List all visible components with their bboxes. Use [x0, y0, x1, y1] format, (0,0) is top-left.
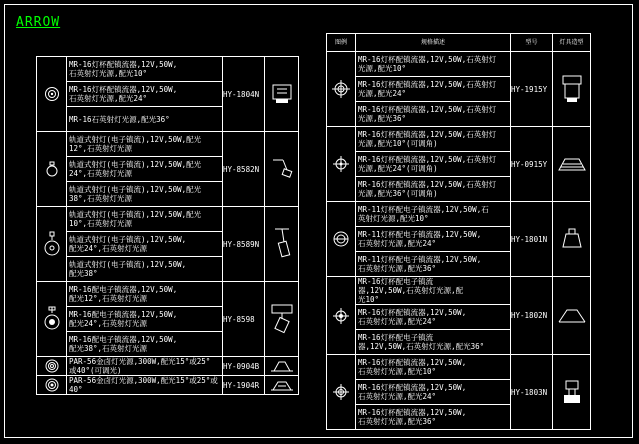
spec-description: PAR-56金卤灯光源,300W,配光15°或25° 或40°(可调光): [67, 357, 223, 376]
spec-description: MR-16灯杯配镇流器,12V,50W, 石英射灯光源,配光24°: [356, 380, 511, 405]
fixture-drawing-icon: [265, 57, 299, 132]
table-row: [37, 357, 299, 376]
spec-description: MR-16灯杯配镇流器,12V,50W,石英射灯 光源,配光24°: [356, 77, 511, 102]
spec-description: MR-16灯杯配镇流器,12V,50W, 石英射灯光源,配光24°: [67, 82, 223, 107]
spec-description: MR-16灯杯配镇流器,12V,50W, 石英射灯光源,配光10°: [356, 355, 511, 380]
spec-description: MR-16灯杯配镇流器,12V,50W, 石英射灯光源,配光36°: [356, 405, 511, 430]
model-number: HY-0904B: [223, 357, 265, 376]
fixture-drawing-icon: [553, 127, 591, 202]
spec-description: 轨道式射灯(电子镇流),12V,50W,配光 24°,石英射灯光源: [67, 157, 223, 182]
table-row: [37, 376, 299, 395]
spec-description: 轨道式射灯(电子镇流),12V,50W,配光 10°,石英射灯光源: [67, 207, 223, 232]
model-number: HY-8598: [223, 282, 265, 357]
spec-description: 轨道式射灯(电子镇流),12V,50W,配光 38°,石英射灯光源: [67, 182, 223, 207]
header-legend: 图例: [327, 34, 356, 52]
right-legend-symbol-icon: [327, 355, 356, 430]
left-legend-symbol-icon: [37, 57, 67, 132]
left-legend-symbol-icon: [37, 207, 67, 282]
right-legend-symbol-icon: [327, 52, 356, 127]
fixture-drawing-icon: [265, 207, 299, 282]
spec-description: MR-16灯杯配镇流器,12V,50W, 石英射灯光源,配光10°: [67, 57, 223, 82]
fixture-drawing-icon: [265, 376, 299, 395]
left-legend-symbol-icon: [37, 132, 67, 207]
spec-description: MR-11灯杯配电子镇流器,12V,50W, 石英射灯光源,配光24°: [356, 227, 511, 252]
spec-description: MR-16灯杯配镇流器,12V,50W, 石英射灯光源,配光24°: [356, 305, 511, 330]
table-row: [37, 282, 299, 307]
header-model: 型号: [511, 34, 553, 52]
fixture-drawing-icon: [553, 355, 591, 430]
left-legend-table: [36, 56, 299, 395]
table-header: [327, 34, 591, 52]
model-number: HY-1803N: [511, 355, 553, 430]
logo: ARROW: [16, 15, 61, 30]
right-legend-symbol-icon: [327, 277, 356, 355]
fixture-drawing-icon: [553, 277, 591, 355]
model-number: HY-1804N: [223, 57, 265, 132]
table-row: [37, 132, 299, 157]
table-row: [327, 355, 591, 380]
fixture-drawing-icon: [265, 282, 299, 357]
fixture-drawing-icon: [265, 132, 299, 207]
spec-description: PAR-56金卤灯光源,300W,配光15°或25°或40°: [67, 376, 223, 395]
left-legend-symbol-icon: [37, 376, 67, 395]
model-number: HY-1801N: [511, 202, 553, 277]
fixture-drawing-icon: [265, 357, 299, 376]
model-number: HY-0915Y: [511, 127, 553, 202]
table-row: [327, 127, 591, 152]
spec-description: MR-16石英射灯光源,配光36°: [67, 107, 223, 132]
model-number: HY-1802N: [511, 277, 553, 355]
spec-description: MR-16灯杯配镇流器,12V,50W,石英射灯 光源,配光24°(可调角): [356, 152, 511, 177]
table-row: [37, 57, 299, 82]
header-spec: 规格描述: [356, 34, 511, 52]
model-number: HY-8589N: [223, 207, 265, 282]
right-legend-symbol-icon: [327, 127, 356, 202]
fixture-drawing-icon: [553, 52, 591, 127]
left-legend-symbol-icon: [37, 357, 67, 376]
model-number: HY-1904R: [223, 376, 265, 395]
fixture-drawing-icon: [553, 202, 591, 277]
spec-description: MR-16灯杯配镇流器,12V,50W,石英射灯 光源,配光36°: [356, 102, 511, 127]
spec-description: MR-16灯杯配镇流器,12V,50W,石英射灯 光源,配光10°(可调角): [356, 127, 511, 152]
table-row: [327, 52, 591, 77]
spec-description: 轨道式射灯(电子镇流),12V,50W, 配光24°,石英射灯光源: [67, 232, 223, 257]
right-legend-symbol-icon: [327, 202, 356, 277]
table-row: [37, 207, 299, 232]
spec-description: MR-11灯杯配电子镇流器,12V,50W,石 英射灯光源,配光10°: [356, 202, 511, 227]
header-fixture: 灯具造型: [553, 34, 591, 52]
left-legend-symbol-icon: [37, 282, 67, 357]
spec-description: MR-16灯杯配电子镇流 器,12V,50W,石英射灯光源,配 光10°: [356, 277, 511, 305]
model-number: HY-8582N: [223, 132, 265, 207]
table-row: [327, 202, 591, 227]
spec-description: MR-16灯杯配镇流器,12V,50W,石英射灯 光源,配光36°(可调角): [356, 177, 511, 202]
right-legend-table: [326, 33, 591, 430]
model-number: HY-1915Y: [511, 52, 553, 127]
spec-description: 轨道式射灯(电子镇流),12V,50W, 配光38°: [67, 257, 223, 282]
spec-description: MR-16灯杯配电子镇流 器,12V,50W,石英射灯光源,配光36°: [356, 330, 511, 355]
spec-description: MR-16配电子镇流器,12V,50W, 配光24°,石英射灯光源: [67, 307, 223, 332]
spec-description: MR-11灯杯配电子镇流器,12V,50W, 石英射灯光源,配光36°: [356, 252, 511, 277]
table-row: [327, 277, 591, 305]
spec-description: MR-16配电子镇流器,12V,50W, 配光12°,石英射灯光源: [67, 282, 223, 307]
spec-description: 轨道式射灯(电子镇流),12V,50W,配光 12°,石英射灯光源: [67, 132, 223, 157]
spec-description: MR-16灯杯配镇流器,12V,50W,石英射灯 光源,配光10°: [356, 52, 511, 77]
spec-description: MR-16配电子镇流器,12V,50W, 配光38°,石英射灯光源: [67, 332, 223, 357]
